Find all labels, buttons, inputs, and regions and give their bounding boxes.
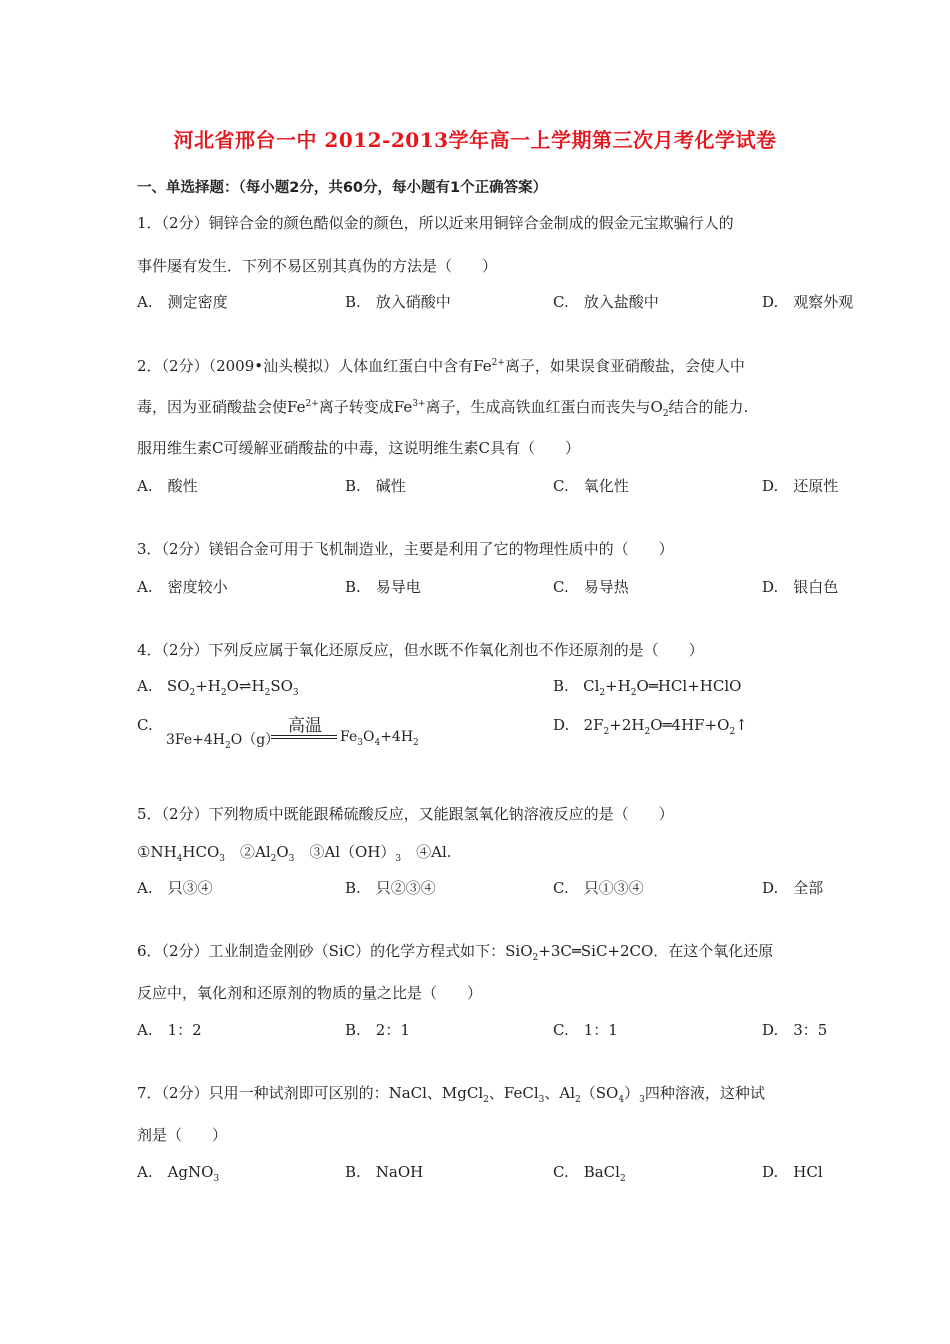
q5-option-b: B. 只②③④: [345, 879, 436, 897]
q1-option-c: C. 放入盐酸中: [553, 293, 659, 311]
q3-option-a: A. 密度较小: [137, 578, 228, 596]
question-7-line-2: 剂是（ ）: [137, 1126, 228, 1144]
question-1-line-2: 事件屡有发生．下列不易区别其真伪的方法是（ ）: [137, 257, 498, 275]
question-6-line-1: 6．（2分）工业制造金刚砂（SiC）的化学方程式如下：SiO$_2$+3C═SiC+2CO．在这个氧化还原: [137, 942, 774, 963]
q3-option-d: D. 银白色: [762, 578, 839, 596]
q5-option-c: C. 只①③④: [553, 879, 644, 897]
exam-title: 河北省邢台一中 2012-2013学年高一上学期第三次月考化学试卷: [173, 128, 777, 152]
q6-option-d: D. 3：5: [762, 1021, 828, 1039]
q7-option-a: A. AgNO$_3$: [137, 1163, 220, 1184]
q4-option-b: B. $Cl_2+H_2O═HCl+HClO$: [553, 677, 742, 698]
q5-option-d: D. 全部: [762, 879, 824, 897]
question-7-line-1: 7．（2分）只用一种试剂即可区别的：NaCl、MgCl$_2$、FeCl$_3$、$Al_2(SO_4)_3$四种溶液，这种试: [137, 1084, 765, 1105]
question-5-substances: $①NH_4HCO_3$ $②Al_2O_3$ $③Al(OH)_3$ ④Al.: [137, 843, 452, 864]
q2-option-a: A. 酸性: [137, 477, 198, 495]
q3-option-b: B. 易导电: [345, 578, 421, 596]
question-2-line-2: 毒，因为亚硝酸盐会使$Fe^{2+}$离子转变成$Fe^{3+}$离子，生成高铁血红蛋白而丧失与$O_2$结合的能力.: [137, 398, 749, 419]
reaction-condition-high-temperature: 高温: [288, 716, 322, 736]
q2-option-b: B. 碱性: [345, 477, 406, 495]
q5-option-a: A. 只③④: [137, 879, 213, 897]
q6-option-c: C. 1：1: [553, 1021, 618, 1039]
q7-option-d: D. HCl: [762, 1163, 823, 1181]
q6-option-b: B. 2：1: [345, 1021, 410, 1039]
question-2-line-3: 服用维生素C可缓解亚硝酸盐的中毒，这说明维生素C具有（ ）: [137, 439, 580, 457]
q7-option-b: B. NaOH: [345, 1163, 424, 1181]
q4-option-a: A. $SO_2+H_2O\rightleftharpoons H_2SO_3$: [137, 677, 299, 698]
equation-double-line: [271, 735, 337, 739]
question-3-line-1: 3．（2分）镁铝合金可用于飞机制造业，主要是利用了它的物理性质中的（ ）: [137, 540, 674, 558]
q2-option-d: D. 还原性: [762, 477, 839, 495]
q3-option-c: C. 易导热: [553, 578, 629, 596]
q7-option-c: C. BaCl$_2$: [553, 1163, 626, 1184]
question-1-line-1: 1．（2分）铜锌合金的颜色酷似金的颜色，所以近来用铜锌合金制成的假金元宝欺骗行人的: [137, 214, 734, 232]
question-6-line-2: 反应中，氧化剂和还原剂的物质的量之比是（ ）: [137, 984, 483, 1002]
q4-option-c-label: C.: [137, 716, 153, 734]
question-2-line-1: 2．（2分）（2009•汕头模拟）人体血红蛋白中含有$Fe^{2+}$离子，如果误食亚硝酸盐，会使人中: [137, 357, 745, 375]
q2-option-c: C. 氧化性: [553, 477, 629, 495]
question-5-line-1: 5．（2分）下列物质中既能跟稀硫酸反应，又能跟氢氧化钠溶液反应的是（ ）: [137, 805, 674, 823]
q1-option-a: A. 测定密度: [137, 293, 228, 311]
question-4-line-1: 4．（2分）下列反应属于氧化还原反应，但水既不作氧化剂也不作还原剂的是（ ）: [137, 641, 704, 659]
q4-option-d: D. $2F_2+2H_2O═4HF+O_2↑$: [553, 716, 748, 737]
section-heading: 一、单选择题：（每小题2分，共60分，每小题有1个正确答案）: [137, 180, 548, 196]
q4-option-c-right: $Fe_3O_4+4H_2$: [340, 729, 419, 748]
q4-option-c-left: $3Fe+4H_2O(g)$: [166, 732, 280, 751]
q6-option-a: A. 1：2: [137, 1021, 202, 1039]
q1-option-d: D. 观察外观: [762, 293, 854, 311]
q1-option-b: B. 放入硝酸中: [345, 293, 451, 311]
